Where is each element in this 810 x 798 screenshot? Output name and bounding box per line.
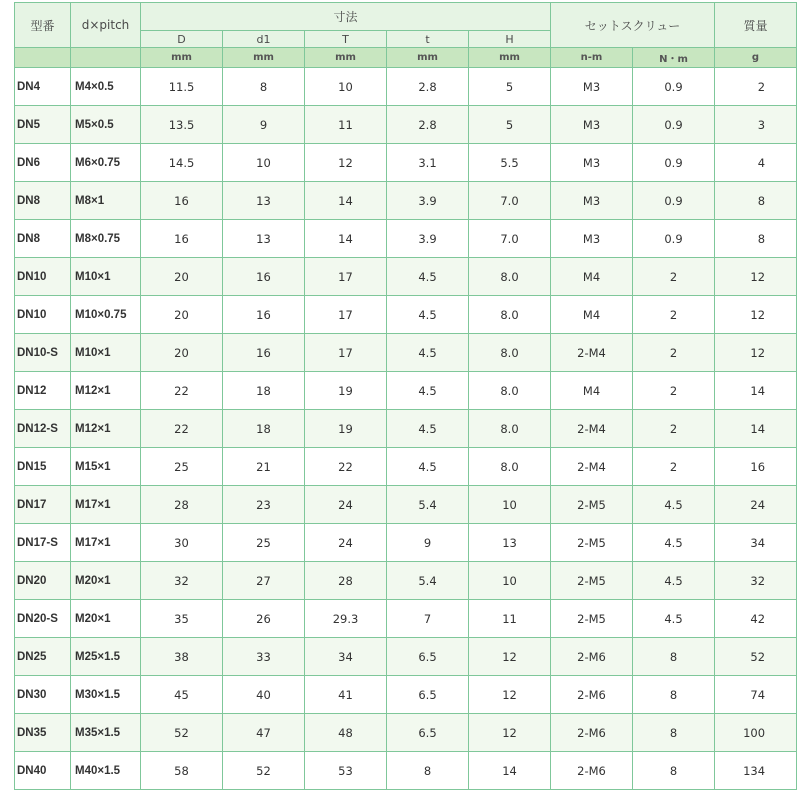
cell-T: 24 bbox=[305, 524, 387, 562]
cell-torque: 0.9 bbox=[633, 106, 715, 144]
cell-model: DN35 bbox=[15, 714, 71, 752]
cell-t: 9 bbox=[387, 524, 469, 562]
cell-D: 16 bbox=[141, 182, 223, 220]
cell-mass: 12 bbox=[715, 258, 797, 296]
table-row bbox=[15, 410, 797, 448]
cell-screw-size: 2-M4 bbox=[551, 448, 633, 486]
unit-H: mm bbox=[469, 48, 551, 68]
cell-mass: 100 bbox=[715, 714, 797, 752]
cell-T: 17 bbox=[305, 334, 387, 372]
cell-d-pitch: M10×1 bbox=[71, 258, 141, 296]
cell-T: 48 bbox=[305, 714, 387, 752]
cell-D: 13.5 bbox=[141, 106, 223, 144]
header-dim-D: D bbox=[141, 31, 223, 48]
cell-t: 6.5 bbox=[387, 638, 469, 676]
cell-mass: 12 bbox=[715, 296, 797, 334]
cell-mass: 52 bbox=[715, 638, 797, 676]
cell-model: DN17-S bbox=[15, 524, 71, 562]
cell-D: 30 bbox=[141, 524, 223, 562]
cell-d1: 16 bbox=[223, 296, 305, 334]
cell-d1: 18 bbox=[223, 372, 305, 410]
cell-mass: 24 bbox=[715, 486, 797, 524]
table-row bbox=[15, 714, 797, 752]
cell-torque: 2 bbox=[633, 448, 715, 486]
table-row bbox=[15, 68, 797, 106]
cell-T: 29.3 bbox=[305, 600, 387, 638]
cell-torque: 8 bbox=[633, 638, 715, 676]
cell-t: 3.9 bbox=[387, 182, 469, 220]
table-row bbox=[15, 752, 797, 790]
cell-model: DN12 bbox=[15, 372, 71, 410]
unit-d1: mm bbox=[223, 48, 305, 68]
cell-D: 32 bbox=[141, 562, 223, 600]
cell-d-pitch: M12×1 bbox=[71, 410, 141, 448]
table-row bbox=[15, 106, 797, 144]
cell-screw-size: 2-M6 bbox=[551, 638, 633, 676]
cell-H: 12 bbox=[469, 676, 551, 714]
cell-mass: 134 bbox=[715, 752, 797, 790]
cell-mass: 14 bbox=[715, 410, 797, 448]
cell-D: 14.5 bbox=[141, 144, 223, 182]
cell-d-pitch: M17×1 bbox=[71, 524, 141, 562]
cell-model: DN40 bbox=[15, 752, 71, 790]
cell-screw-size: 2-M4 bbox=[551, 410, 633, 448]
table-row bbox=[15, 296, 797, 334]
cell-d-pitch: M40×1.5 bbox=[71, 752, 141, 790]
cell-d-pitch: M4×0.5 bbox=[71, 68, 141, 106]
cell-d1: 8 bbox=[223, 68, 305, 106]
cell-t: 2.8 bbox=[387, 106, 469, 144]
cell-H: 7.0 bbox=[469, 220, 551, 258]
cell-d-pitch: M25×1.5 bbox=[71, 638, 141, 676]
cell-D: 20 bbox=[141, 258, 223, 296]
cell-torque: 4.5 bbox=[633, 486, 715, 524]
table-row bbox=[15, 486, 797, 524]
cell-torque: 0.9 bbox=[633, 68, 715, 106]
cell-D: 25 bbox=[141, 448, 223, 486]
cell-torque: 2 bbox=[633, 296, 715, 334]
cell-screw-size: M4 bbox=[551, 296, 633, 334]
cell-H: 14 bbox=[469, 752, 551, 790]
cell-t: 4.5 bbox=[387, 296, 469, 334]
spec-table bbox=[14, 2, 797, 790]
cell-H: 12 bbox=[469, 714, 551, 752]
cell-screw-size: M3 bbox=[551, 106, 633, 144]
cell-mass: 74 bbox=[715, 676, 797, 714]
cell-H: 8.0 bbox=[469, 372, 551, 410]
cell-model: DN12-S bbox=[15, 410, 71, 448]
cell-d-pitch: M15×1 bbox=[71, 448, 141, 486]
cell-model: DN10-S bbox=[15, 334, 71, 372]
cell-d-pitch: M35×1.5 bbox=[71, 714, 141, 752]
cell-mass: 14 bbox=[715, 372, 797, 410]
cell-d-pitch: M10×1 bbox=[71, 334, 141, 372]
cell-T: 19 bbox=[305, 372, 387, 410]
table-row bbox=[15, 372, 797, 410]
header-d-pitch: d×pitch bbox=[71, 3, 141, 48]
header-dim-d1: d1 bbox=[223, 31, 305, 48]
cell-torque: 0.9 bbox=[633, 220, 715, 258]
cell-model: DN17 bbox=[15, 486, 71, 524]
cell-d-pitch: M8×1 bbox=[71, 182, 141, 220]
cell-screw-size: 2-M4 bbox=[551, 334, 633, 372]
cell-T: 41 bbox=[305, 676, 387, 714]
cell-screw-size: 2-M5 bbox=[551, 562, 633, 600]
cell-screw-size: 2-M6 bbox=[551, 676, 633, 714]
cell-H: 7.0 bbox=[469, 182, 551, 220]
cell-model: DN4 bbox=[15, 68, 71, 106]
cell-model: DN15 bbox=[15, 448, 71, 486]
cell-D: 22 bbox=[141, 410, 223, 448]
table-row bbox=[15, 676, 797, 714]
cell-T: 22 bbox=[305, 448, 387, 486]
cell-D: 20 bbox=[141, 296, 223, 334]
cell-screw-size: 2-M5 bbox=[551, 524, 633, 562]
cell-model: DN8 bbox=[15, 220, 71, 258]
cell-T: 12 bbox=[305, 144, 387, 182]
cell-d-pitch: M30×1.5 bbox=[71, 676, 141, 714]
table-row bbox=[15, 600, 797, 638]
cell-mass: 12 bbox=[715, 334, 797, 372]
cell-screw-size: M4 bbox=[551, 258, 633, 296]
cell-d1: 26 bbox=[223, 600, 305, 638]
cell-d-pitch: M8×0.75 bbox=[71, 220, 141, 258]
cell-H: 11 bbox=[469, 600, 551, 638]
cell-mass: 16 bbox=[715, 448, 797, 486]
cell-screw-size: M3 bbox=[551, 144, 633, 182]
unit-T: mm bbox=[305, 48, 387, 68]
cell-T: 11 bbox=[305, 106, 387, 144]
cell-T: 17 bbox=[305, 296, 387, 334]
header-dim-T: T bbox=[305, 31, 387, 48]
cell-torque: 2 bbox=[633, 334, 715, 372]
cell-mass: 32 bbox=[715, 562, 797, 600]
cell-screw-size: M3 bbox=[551, 182, 633, 220]
cell-d1: 25 bbox=[223, 524, 305, 562]
unit-mass: g bbox=[715, 48, 797, 68]
header-dimensions: 寸法 bbox=[141, 3, 551, 31]
cell-t: 5.4 bbox=[387, 486, 469, 524]
cell-d1: 21 bbox=[223, 448, 305, 486]
cell-T: 14 bbox=[305, 220, 387, 258]
cell-torque: 8 bbox=[633, 714, 715, 752]
cell-D: 22 bbox=[141, 372, 223, 410]
cell-t: 4.5 bbox=[387, 258, 469, 296]
cell-torque: 4.5 bbox=[633, 562, 715, 600]
cell-H: 8.0 bbox=[469, 410, 551, 448]
cell-screw-size: 2-M6 bbox=[551, 714, 633, 752]
cell-d1: 23 bbox=[223, 486, 305, 524]
table-row bbox=[15, 524, 797, 562]
cell-T: 24 bbox=[305, 486, 387, 524]
cell-mass: 42 bbox=[715, 600, 797, 638]
header-model: 型番 bbox=[15, 3, 71, 48]
cell-model: DN8 bbox=[15, 182, 71, 220]
cell-d1: 33 bbox=[223, 638, 305, 676]
cell-t: 4.5 bbox=[387, 410, 469, 448]
cell-d1: 9 bbox=[223, 106, 305, 144]
cell-model: DN25 bbox=[15, 638, 71, 676]
cell-D: 11.5 bbox=[141, 68, 223, 106]
table-row bbox=[15, 334, 797, 372]
cell-screw-size: M4 bbox=[551, 372, 633, 410]
cell-torque: 0.9 bbox=[633, 144, 715, 182]
cell-t: 2.8 bbox=[387, 68, 469, 106]
cell-H: 5 bbox=[469, 106, 551, 144]
cell-d1: 18 bbox=[223, 410, 305, 448]
cell-t: 4.5 bbox=[387, 334, 469, 372]
cell-model: DN20-S bbox=[15, 600, 71, 638]
table-row bbox=[15, 220, 797, 258]
cell-torque: 2 bbox=[633, 410, 715, 448]
cell-screw-size: 2-M5 bbox=[551, 486, 633, 524]
cell-d-pitch: M5×0.5 bbox=[71, 106, 141, 144]
cell-torque: 2 bbox=[633, 372, 715, 410]
cell-mass: 3 bbox=[715, 106, 797, 144]
cell-d-pitch: M20×1 bbox=[71, 600, 141, 638]
cell-H: 8.0 bbox=[469, 296, 551, 334]
header-mass: 質量 bbox=[715, 3, 797, 48]
cell-model: DN20 bbox=[15, 562, 71, 600]
cell-t: 7 bbox=[387, 600, 469, 638]
cell-screw-size: M3 bbox=[551, 220, 633, 258]
cell-H: 8.0 bbox=[469, 448, 551, 486]
cell-T: 53 bbox=[305, 752, 387, 790]
cell-H: 12 bbox=[469, 638, 551, 676]
cell-T: 10 bbox=[305, 68, 387, 106]
cell-d-pitch: M17×1 bbox=[71, 486, 141, 524]
cell-d1: 47 bbox=[223, 714, 305, 752]
cell-mass: 4 bbox=[715, 144, 797, 182]
cell-d1: 16 bbox=[223, 334, 305, 372]
cell-T: 17 bbox=[305, 258, 387, 296]
cell-D: 28 bbox=[141, 486, 223, 524]
cell-d1: 52 bbox=[223, 752, 305, 790]
cell-d-pitch: M10×0.75 bbox=[71, 296, 141, 334]
cell-D: 20 bbox=[141, 334, 223, 372]
cell-mass: 2 bbox=[715, 68, 797, 106]
cell-H: 10 bbox=[469, 486, 551, 524]
table-row bbox=[15, 562, 797, 600]
header-dim-t: t bbox=[387, 31, 469, 48]
header-set-screw: セットスクリュー bbox=[551, 3, 715, 48]
cell-t: 5.4 bbox=[387, 562, 469, 600]
cell-d1: 13 bbox=[223, 182, 305, 220]
header-dim-H: H bbox=[469, 31, 551, 48]
cell-t: 3.9 bbox=[387, 220, 469, 258]
cell-screw-size: M3 bbox=[551, 68, 633, 106]
cell-T: 14 bbox=[305, 182, 387, 220]
cell-screw-size: 2-M5 bbox=[551, 600, 633, 638]
cell-torque: 8 bbox=[633, 752, 715, 790]
cell-H: 13 bbox=[469, 524, 551, 562]
cell-T: 19 bbox=[305, 410, 387, 448]
cell-D: 58 bbox=[141, 752, 223, 790]
cell-model: DN6 bbox=[15, 144, 71, 182]
cell-T: 28 bbox=[305, 562, 387, 600]
unit-torque: N・m bbox=[633, 48, 715, 68]
cell-H: 8.0 bbox=[469, 334, 551, 372]
cell-d1: 10 bbox=[223, 144, 305, 182]
cell-H: 8.0 bbox=[469, 258, 551, 296]
unit-t: mm bbox=[387, 48, 469, 68]
cell-H: 5.5 bbox=[469, 144, 551, 182]
cell-H: 5 bbox=[469, 68, 551, 106]
cell-t: 6.5 bbox=[387, 714, 469, 752]
cell-model: DN10 bbox=[15, 258, 71, 296]
cell-torque: 4.5 bbox=[633, 524, 715, 562]
cell-D: 52 bbox=[141, 714, 223, 752]
cell-d-pitch: M20×1 bbox=[71, 562, 141, 600]
table-row bbox=[15, 448, 797, 486]
cell-d1: 16 bbox=[223, 258, 305, 296]
cell-T: 34 bbox=[305, 638, 387, 676]
cell-D: 38 bbox=[141, 638, 223, 676]
table-row bbox=[15, 144, 797, 182]
cell-d1: 27 bbox=[223, 562, 305, 600]
cell-model: DN30 bbox=[15, 676, 71, 714]
cell-D: 16 bbox=[141, 220, 223, 258]
cell-torque: 4.5 bbox=[633, 600, 715, 638]
table-row bbox=[15, 638, 797, 676]
cell-t: 4.5 bbox=[387, 448, 469, 486]
cell-mass: 34 bbox=[715, 524, 797, 562]
cell-t: 8 bbox=[387, 752, 469, 790]
cell-d-pitch: M6×0.75 bbox=[71, 144, 141, 182]
cell-D: 35 bbox=[141, 600, 223, 638]
cell-t: 4.5 bbox=[387, 372, 469, 410]
cell-model: DN5 bbox=[15, 106, 71, 144]
table-row bbox=[15, 258, 797, 296]
cell-mass: 8 bbox=[715, 182, 797, 220]
unit-D: mm bbox=[141, 48, 223, 68]
cell-d1: 40 bbox=[223, 676, 305, 714]
cell-torque: 2 bbox=[633, 258, 715, 296]
cell-model: DN10 bbox=[15, 296, 71, 334]
cell-t: 3.1 bbox=[387, 144, 469, 182]
table-row bbox=[15, 182, 797, 220]
cell-t: 6.5 bbox=[387, 676, 469, 714]
cell-H: 10 bbox=[469, 562, 551, 600]
cell-torque: 0.9 bbox=[633, 182, 715, 220]
cell-torque: 8 bbox=[633, 676, 715, 714]
cell-d1: 13 bbox=[223, 220, 305, 258]
cell-d-pitch: M12×1 bbox=[71, 372, 141, 410]
cell-mass: 8 bbox=[715, 220, 797, 258]
cell-D: 45 bbox=[141, 676, 223, 714]
unit-screw-size: n-m bbox=[551, 48, 633, 68]
cell-screw-size: 2-M6 bbox=[551, 752, 633, 790]
